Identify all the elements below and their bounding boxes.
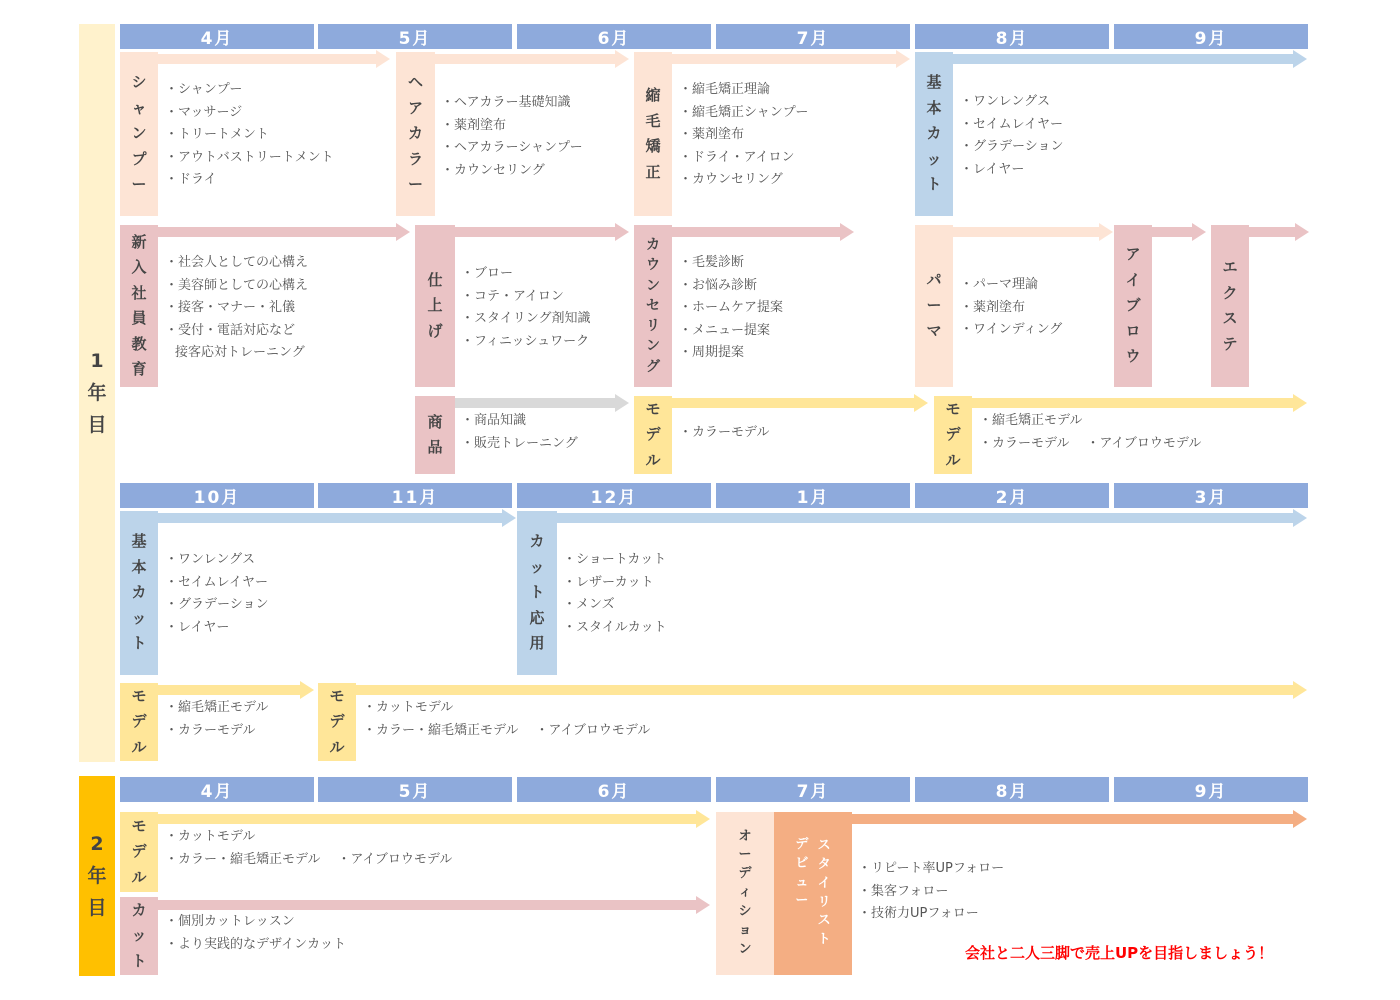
arrow-cutapp bbox=[557, 513, 1293, 523]
month-header: 4月 bbox=[120, 24, 314, 49]
list-debut: ・リピート率UPフォロー ・集客フォロー ・技術力UPフォロー bbox=[858, 861, 1005, 921]
arrow-exte bbox=[1249, 227, 1295, 237]
arrow-model-3 bbox=[158, 685, 300, 695]
arrow-shampoo bbox=[158, 54, 376, 64]
arrow-model-1 bbox=[672, 398, 914, 408]
list-cut-2: ・個別カットレッスン ・より実践的なデザインカット bbox=[165, 914, 346, 952]
label-debut bbox=[774, 812, 852, 975]
label-model-3: モデル bbox=[120, 683, 158, 761]
list-haircolor: ・ヘアカラー基礎知識 ・薬剤塗布 ・ヘアカラーシャンプー ・カウンセリング bbox=[441, 95, 583, 178]
year2-label: 2年目 bbox=[87, 832, 107, 920]
year1-bar bbox=[79, 24, 115, 762]
label-counseling: カウンセリング bbox=[634, 225, 672, 387]
month-header: 11月 bbox=[318, 483, 512, 508]
label-model-5: モデル bbox=[120, 812, 158, 892]
slogan: 会社と二人三脚で売上UPを目指しましょう！ bbox=[965, 944, 1274, 962]
list-basiccut-2: ・ワンレングス ・セイムレイヤー ・グラデーション ・レイヤー bbox=[165, 552, 269, 635]
arrow-basiccut-1 bbox=[953, 54, 1293, 64]
list-straight: ・縮毛矯正理論 ・縮毛矯正シャンプー ・薬剤塗布 ・ドライ・アイロン ・カウンセリング bbox=[679, 82, 809, 187]
month-header: 10月 bbox=[120, 483, 314, 508]
list-basiccut-1: ・ワンレングス ・セイムレイヤー ・グラデーション ・レイヤー bbox=[960, 94, 1064, 177]
label-straight: 縮毛矯正 bbox=[634, 52, 672, 216]
list-newhire: ・社会人としての心構え ・美容師としての心構え ・接客・マナー・礼儀 ・受付・電話対応など 接客応対トレーニング bbox=[165, 255, 309, 360]
label-basiccut-1: 基本カット bbox=[915, 52, 953, 216]
month-header: 7月 bbox=[716, 777, 910, 802]
arrow-model-2 bbox=[972, 398, 1293, 408]
label-exte: エクステ bbox=[1211, 225, 1249, 387]
list-shampoo: ・シャンプー ・マッサージ ・トリートメント ・アウトバストリートメント ・ドライ bbox=[165, 82, 334, 187]
list-model-3: ・縮毛矯正モデル ・カラーモデル bbox=[165, 700, 269, 738]
month-header: 12月 bbox=[517, 483, 711, 508]
month-header: 9月 bbox=[1114, 777, 1308, 802]
month-header: 6月 bbox=[517, 777, 711, 802]
label-model-4: モデル bbox=[318, 683, 356, 761]
list-model-1: ・カラーモデル bbox=[679, 425, 770, 440]
list-model-2: ・縮毛矯正モデル ・カラーモデル ・アイブロウモデル bbox=[979, 413, 1202, 451]
month-header: 5月 bbox=[318, 24, 512, 49]
label-shampoo: シャンプー bbox=[120, 52, 158, 216]
label-newhire: 新入社員教育 bbox=[120, 225, 158, 387]
month-header: 9月 bbox=[1114, 24, 1308, 49]
label-finish: 仕上げ bbox=[415, 225, 455, 387]
arrow-debut bbox=[852, 814, 1293, 824]
month-header: 2月 bbox=[915, 483, 1109, 508]
label-haircolor: ヘアカラー bbox=[396, 52, 435, 216]
year1-label: 1年目 bbox=[87, 349, 107, 437]
label-perm: パーマ bbox=[915, 225, 953, 387]
label-audition: オーディション bbox=[716, 812, 774, 975]
arrow-newhire bbox=[158, 227, 396, 237]
list-model-4: ・カットモデル ・カラー・縮毛矯正モデル ・アイブロウモデル bbox=[363, 700, 651, 738]
label-product: 商品 bbox=[415, 396, 455, 474]
label-cutapp: カット応用 bbox=[517, 511, 557, 675]
arrow-haircolor bbox=[435, 54, 615, 64]
month-header: 5月 bbox=[318, 777, 512, 802]
arrow-finish bbox=[455, 227, 615, 237]
arrow-eyebrow bbox=[1152, 227, 1192, 237]
arrow-cut-2 bbox=[158, 900, 696, 910]
arrow-product bbox=[455, 398, 615, 408]
label-cut-2: カット bbox=[120, 897, 158, 975]
list-perm: ・パーマ理論 ・薬剤塗布 ・ワインディング bbox=[960, 277, 1063, 337]
arrow-straight bbox=[672, 54, 896, 64]
list-product: ・商品知識 ・販売トレーニング bbox=[461, 413, 578, 451]
arrow-perm bbox=[953, 227, 1099, 237]
month-header: 4月 bbox=[120, 777, 314, 802]
arrow-model-5 bbox=[158, 814, 696, 824]
label-model-1: モデル bbox=[634, 396, 672, 474]
arrow-model-4 bbox=[356, 685, 1293, 695]
year2-bar bbox=[79, 776, 115, 976]
arrow-counseling bbox=[672, 227, 840, 237]
list-finish: ・ブロー ・コテ・アイロン ・スタイリング剤知識 ・フィニッシュワーク bbox=[461, 266, 591, 349]
label-model-2: モデル bbox=[934, 396, 972, 474]
list-counseling: ・毛髪診断 ・お悩み診断 ・ホームケア提案 ・メニュー提案 ・周期提案 bbox=[679, 255, 784, 360]
month-header: 8月 bbox=[915, 777, 1109, 802]
month-header: 1月 bbox=[716, 483, 910, 508]
label-debut-col1: スタイリスト bbox=[817, 837, 831, 948]
month-header: 3月 bbox=[1114, 483, 1308, 508]
arrow-basiccut-2 bbox=[158, 513, 502, 523]
label-basiccut-2: 基本カット bbox=[120, 511, 158, 675]
label-eyebrow: アイブロウ bbox=[1114, 225, 1152, 387]
list-cutapp: ・ショートカット ・レザーカット ・メンズ ・スタイルカット bbox=[563, 552, 667, 635]
label-debut-col2: デビュー bbox=[795, 836, 809, 909]
month-header: 7月 bbox=[716, 24, 910, 49]
list-model-5: ・カットモデル ・カラー・縮毛矯正モデル ・アイブロウモデル bbox=[165, 829, 453, 867]
month-header: 6月 bbox=[517, 24, 711, 49]
month-header: 8月 bbox=[915, 24, 1109, 49]
